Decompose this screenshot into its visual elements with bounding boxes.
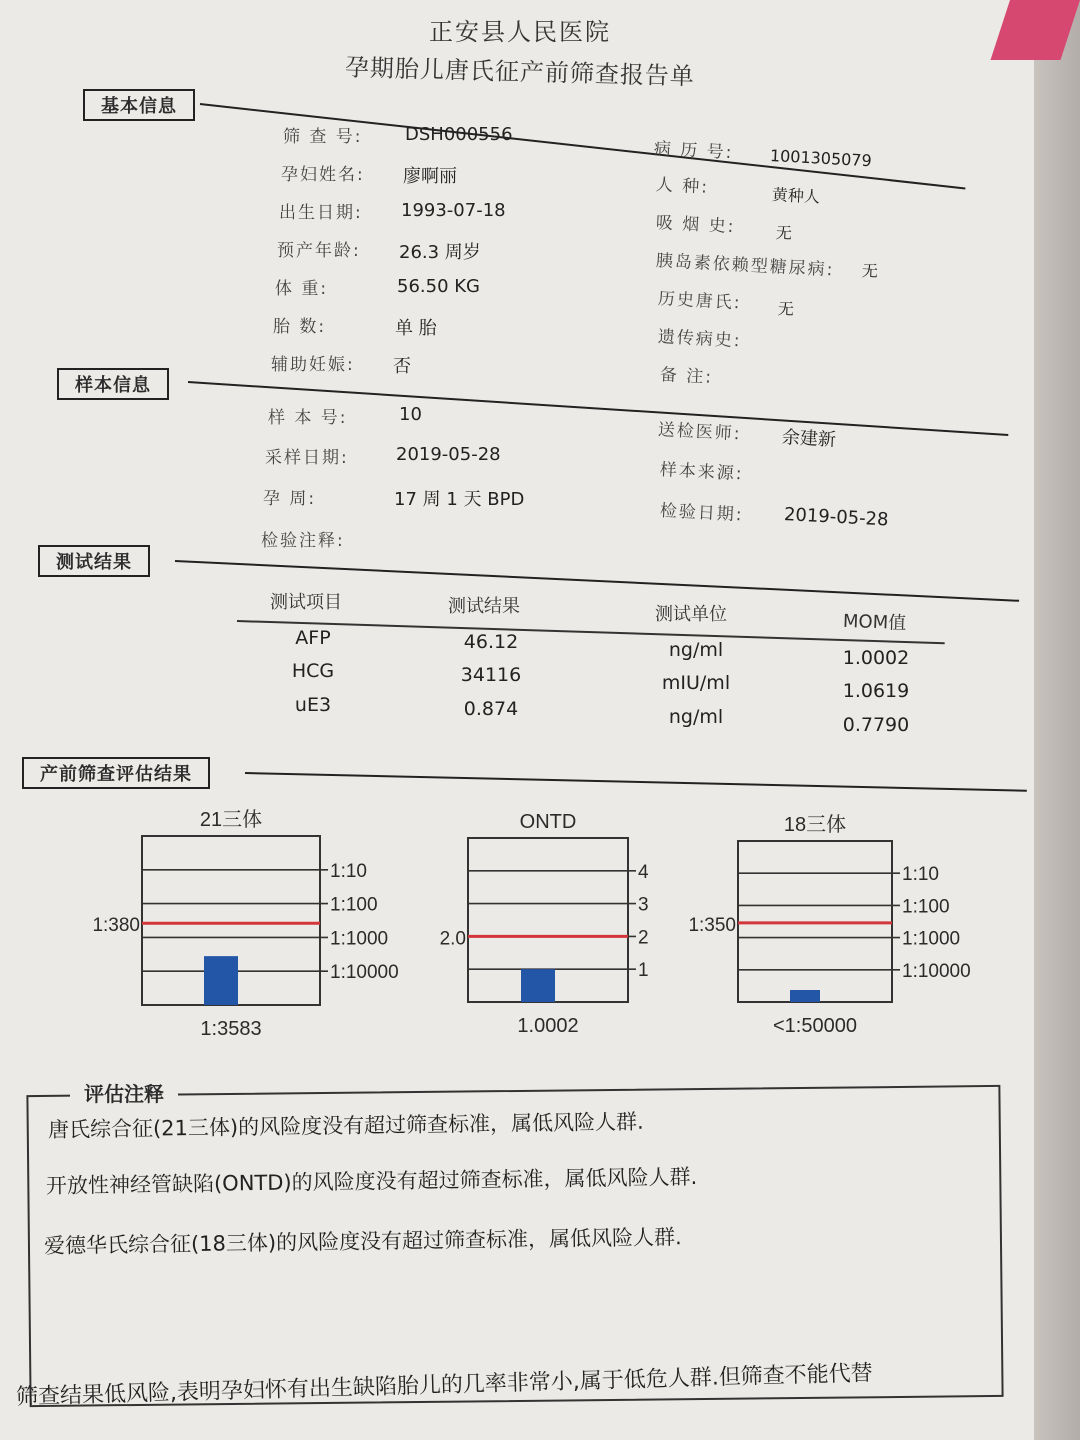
chart-value-label: 1.0002 — [517, 1015, 579, 1037]
chart-title: 21三体 — [199, 809, 263, 831]
table-header: 测试单位 — [655, 604, 727, 625]
table-cell: 1.0002 — [842, 647, 910, 669]
table-cell: HCG — [291, 660, 335, 682]
field-value: 余建新 — [781, 427, 837, 451]
tick-label: 1:1000 — [902, 928, 961, 950]
field-value: 无 — [861, 261, 879, 281]
field-label: 历史唐氏: — [657, 289, 743, 314]
table-cell: AFP — [295, 627, 331, 649]
field-value: 无 — [775, 223, 793, 243]
field-label: 孕妇姓名: — [281, 165, 365, 185]
tick-label: 1:10000 — [330, 962, 399, 984]
field-label: 样 本 号: — [268, 408, 348, 428]
field-label: 病 历 号: — [653, 139, 734, 164]
risk-charts — [0, 800, 1040, 1040]
field-value: 17 周 1 天 BPD — [394, 489, 525, 510]
tick-label: 1:100 — [902, 896, 950, 918]
tick-label: 3 — [638, 894, 649, 916]
chart-0 — [142, 836, 328, 1005]
field-label: 胰岛素依赖型糖尿病: — [655, 251, 835, 281]
chart-2 — [738, 841, 900, 1002]
field-value: 2019-05-28 — [396, 444, 501, 465]
field-label: 胎 数: — [273, 317, 327, 337]
chart-1 — [468, 838, 636, 1002]
field-label: 出生日期: — [279, 203, 363, 223]
cutoff-label: 1:350 — [688, 914, 736, 936]
tick-label: 1:1000 — [330, 928, 389, 950]
field-value: 10 — [399, 404, 422, 425]
field-value: 1993-07-18 — [401, 200, 506, 221]
field-label: 样本来源: — [659, 460, 745, 485]
field-value: 单 胎 — [395, 318, 437, 339]
table-cell: uE3 — [294, 694, 332, 716]
table-cell: ng/ml — [668, 639, 724, 661]
field-value: 廖啊丽 — [403, 166, 457, 187]
chart-value-label: <1:50000 — [773, 1015, 857, 1037]
chart-value-label: 1:3583 — [200, 1018, 262, 1040]
report-title: 孕期胎儿唐氏征产前筛查报告单 — [344, 53, 696, 91]
field-value: 26.3 周岁 — [399, 242, 481, 263]
field-label: 遗传病史: — [657, 327, 743, 352]
field-label: 预产年龄: — [277, 241, 361, 261]
tick-label: 1:10000 — [902, 960, 971, 982]
field-value: 否 — [393, 356, 411, 377]
chart-title: 18三体 — [783, 814, 847, 836]
field-label: 人 种: — [655, 175, 710, 198]
section-sample-info: 样本信息 — [57, 368, 169, 400]
field-value: 黄种人 — [771, 185, 821, 207]
note-line-3: 爱德华氏综合征(18三体)的风险度没有超过筛查标准，属低风险人群. — [43, 1225, 682, 1258]
hospital-name: 正安县人民医院 — [429, 18, 611, 46]
notes-title: 评估注释 — [70, 1078, 178, 1107]
chart-title: ONTD — [519, 811, 577, 833]
field-label: 筛 查 号: — [283, 127, 363, 147]
tick-label: 1 — [638, 960, 649, 982]
table-cell: ng/ml — [668, 706, 724, 728]
field-value: 无 — [777, 299, 795, 319]
table-background — [1034, 0, 1080, 1440]
table-cell: 1.0619 — [842, 680, 910, 702]
table-cell: 0.874 — [463, 698, 519, 720]
cutoff-label: 2.0 — [439, 928, 466, 950]
field-label: 体 重: — [275, 279, 329, 299]
table-cell: 0.7790 — [842, 714, 910, 736]
cutoff-label: 1:380 — [92, 915, 140, 937]
risk-bar — [204, 956, 238, 1005]
tick-label: 2 — [638, 927, 649, 949]
field-value: 56.50 KG — [397, 276, 481, 297]
field-label: 送检医师: — [657, 420, 743, 445]
field-value: DSH000556 — [405, 124, 513, 145]
table-cell: mIU/ml — [661, 672, 731, 694]
field-label: 备 注: — [659, 365, 714, 388]
field-label: 检验日期: — [659, 501, 745, 526]
note-line-1: 唐氏综合征(21三体)的风险度没有超过筛查标准，属低风险人群. — [47, 1109, 644, 1142]
tick-label: 4 — [638, 861, 649, 883]
field-label: 检验注释: — [261, 531, 345, 551]
section-assessment: 产前筛查评估结果 — [22, 757, 210, 789]
field-label: 孕 周: — [263, 489, 317, 509]
field-label: 吸 烟 史: — [655, 213, 736, 238]
risk-bar — [521, 969, 555, 1002]
table-cell: 46.12 — [463, 631, 519, 653]
tick-label: 1:10 — [330, 860, 367, 882]
section-test-results: 测试结果 — [38, 545, 150, 577]
table-header: 测试结果 — [448, 596, 520, 617]
field-label: 采样日期: — [265, 448, 349, 468]
table-cell: 34116 — [460, 664, 522, 686]
table-header: MOM值 — [842, 610, 907, 635]
field-value: 2019-05-28 — [783, 504, 890, 531]
table-header: 测试项目 — [270, 592, 342, 613]
field-value: 1001305079 — [769, 146, 873, 171]
risk-bar — [790, 990, 820, 1002]
note-line-2: 开放性神经管缺陷(ONTD)的风险度没有超过筛查标准，属低风险人群. — [45, 1164, 698, 1198]
field-label: 辅助妊娠: — [271, 355, 355, 375]
tick-label: 1:10 — [902, 864, 939, 886]
tick-label: 1:100 — [330, 894, 378, 916]
footer-text: 筛查结果低风险,表明孕妇怀有出生缺陷胎儿的几率非常小,属于低危人群.但筛查不能代替 — [15, 1361, 874, 1410]
section-basic-info: 基本信息 — [83, 89, 195, 121]
